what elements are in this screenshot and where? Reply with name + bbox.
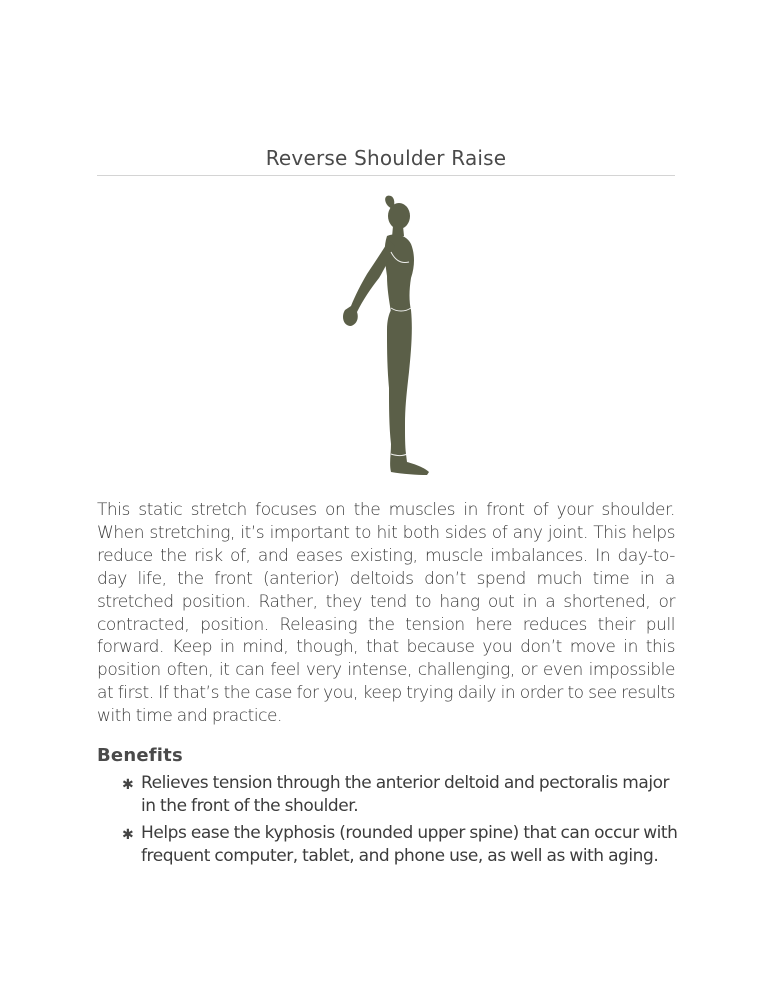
list-item	[122, 822, 678, 868]
benefit-text: Relieves tension through the anterior deltoid and pectoralis major in the front of the shoulder.	[141, 773, 670, 816]
standing-woman-arms-behind-icon	[325, 192, 447, 482]
asterisk-bullet-icon: ✱	[122, 827, 134, 843]
stretch-illustration	[325, 192, 447, 482]
description-paragraph: This static stretch focuses on the muscles in front of your shoulder. When stretching, it’s important to hit both sides of any joint. This helps reduce the risk of, and eases existing, muscle imbalances. In day-to-day life, the front (anterior) deltoids don’t spend much time in a stretched position. Rather, they tend to hang out in a shortened, or contracted, position. Releasing the tension here reduces their pull forward. Keep in mind, though, that because you don’t move in this position often, it can feel very intense, challenging, or even impossible at first. If that’s the case for you, keep trying daily in order to see results with time and practice.	[97, 500, 675, 727]
list-item	[122, 772, 678, 818]
benefits-heading: Benefits	[97, 745, 183, 766]
title-divider	[97, 175, 675, 176]
page-title: Reverse Shoulder Raise	[265, 146, 507, 170]
benefits-list	[122, 772, 678, 872]
benefit-text: Helps ease the kyphosis (rounded upper spine) that can occur with frequent computer, tablet, and phone use, as well as with aging.	[141, 823, 678, 866]
asterisk-bullet-icon: ✱	[122, 777, 134, 793]
